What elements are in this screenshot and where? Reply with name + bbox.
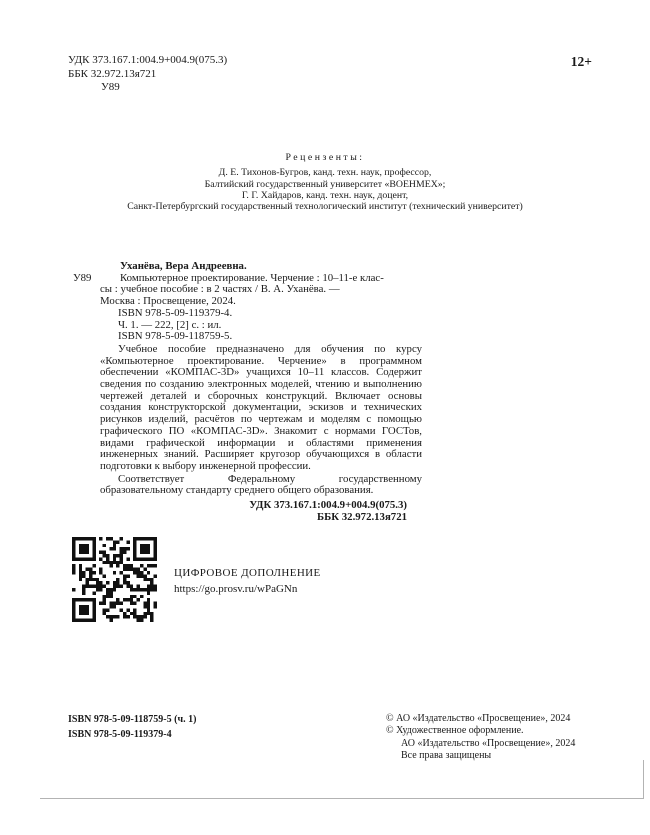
- reviewers-block: [0, 152, 650, 212]
- page-frame-bottom-line: [40, 798, 644, 799]
- reviewer-line: Д. Е. Тихонов-Бугров, канд. техн. наук, профессор,: [218, 167, 432, 179]
- author-sign-code: У89: [101, 81, 120, 93]
- bibliographic-column: [73, 260, 422, 524]
- copyright-line: Все права защищены: [401, 749, 492, 761]
- copyright-line: АО «Издательство «Просвещение», 2024: [401, 737, 576, 749]
- age-rating-badge: 12+: [570, 54, 592, 69]
- copyright-line: © Художественное оформление.: [386, 725, 524, 737]
- catalog-part-info: Ч. 1. — 222, [2] с. : ил.: [118, 318, 222, 331]
- catalog-title-line: сы : учебное пособие : в 2 частях / В. А. Уханёва. —: [100, 283, 340, 296]
- page-frame-right-line: [643, 760, 644, 799]
- digital-supplement-heading: ЦИФРОВОЕ ДОПОЛНЕНИЕ: [174, 567, 321, 579]
- catalog-isbn-full: ISBN 978-5-09-119379-4.: [118, 306, 233, 319]
- reviewer-line: Санкт-Петербургский государственный технологический институт (технический университет): [127, 201, 523, 213]
- top-classification-block: [68, 54, 227, 95]
- digital-supplement-block: [174, 567, 321, 595]
- qr-code: [72, 537, 157, 622]
- catalog-title-line: Москва : Просвещение, 2024.: [100, 295, 236, 308]
- copyright-line: © АО «Издательство «Просвещение», 2024: [386, 713, 571, 724]
- udk-number-bottom: УДК 373.167.1:004.9+004.9(075.3): [249, 499, 407, 512]
- footer-copyright-block: [386, 713, 575, 762]
- footer-isbn-line: ISBN 978-5-09-118759-5 (ч. 1): [68, 714, 197, 725]
- reviewer-line: Балтийский государственный университет «ВОЕНМЕХ»;: [204, 178, 446, 190]
- annotation-paragraph: Соответствует Федеральному государственному образовательному стандарту среднего общего образования.: [100, 472, 422, 497]
- bbk-number-bottom: ББК 32.972.13я721: [316, 511, 407, 524]
- catalog-isbn-part: ISBN 978-5-09-118759-5.: [118, 330, 233, 343]
- reviewer-line: Г. Г. Хайдаров, канд. техн. наук, доцент,: [241, 189, 409, 201]
- bbk-number: ББК 32.972.13я721: [68, 67, 157, 80]
- catalog-author: Уханёва, Вера Андреевна.: [120, 260, 247, 272]
- footer-isbn-line: ISBN 978-5-09-119379-4: [68, 728, 172, 740]
- digital-supplement-url: https://go.prosv.ru/wPaGNn: [174, 583, 298, 595]
- catalog-card: [73, 271, 422, 308]
- udk-number: УДК 373.167.1:004.9+004.9(075.3): [68, 54, 228, 66]
- footer-isbn-block: [68, 713, 196, 742]
- annotation-paragraph: Учебное пособие предназначено для обучения по курсу «Компьютерное проектирование. Черчение» в программном обеспечении «КОМПАС-3D» учащихся 10–11 классов. Содержит сведения по созданию электронных моделей, чтению и выполнению чертежей деталей и сборочных конструкций. Включает основы создания конструкторской документации, эскизов и технических рисунков изделий, расчётов по чертежам и моделям с помощью графического ПО «КОМПАС-3D». Знакомит с нормами ГОСТов, видами графической информации и областями применения инженерных знаний. Расширяет кругозор обучающихся в области подготовки к выбору инженерной профессии.: [100, 342, 422, 472]
- catalog-code: У89: [73, 271, 92, 284]
- bottom-classification-block: [100, 499, 422, 523]
- catalog-title-line: Компьютерное проектирование. Черчение : 10–11-е клас-: [120, 271, 384, 284]
- reviewers-heading: Рецензенты:: [285, 152, 365, 163]
